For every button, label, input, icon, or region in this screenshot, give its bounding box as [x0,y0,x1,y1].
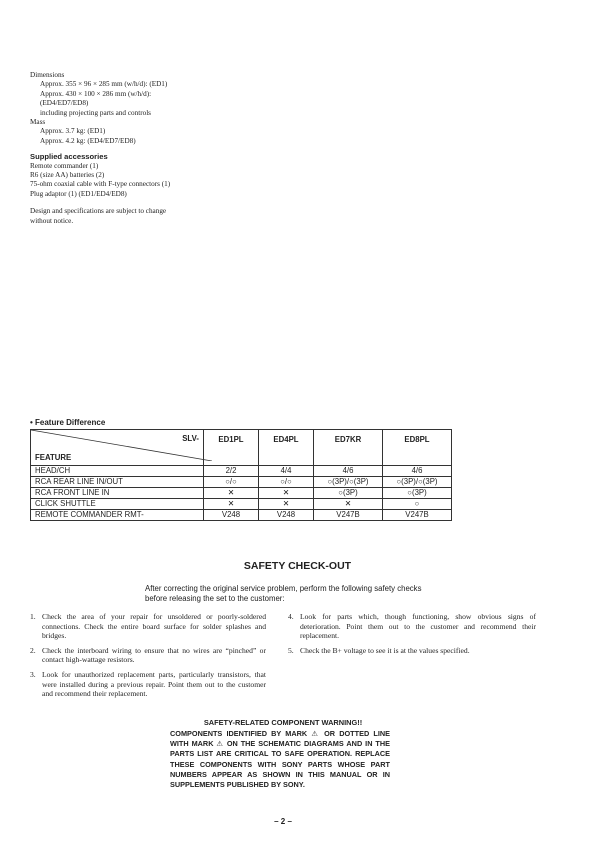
item-text: Check the area of your repair for unsoldered or poorly-soldered connections. Check the entire board surface for solder splashes and bridges. [42,612,266,641]
feature-value: 4/6 [314,466,383,477]
dimensions-line: Approx. 430 × 100 × 286 mm (w/h/d): [40,89,152,98]
feature-value: ○(3P)/○(3P) [383,477,452,488]
table-header-row [31,430,452,466]
slv-label: SLV- [182,434,199,443]
model-header: ED1PL [204,430,259,466]
feature-value: 2/2 [204,466,259,477]
list-item [30,670,266,699]
feature-value: ✕ [204,499,259,510]
item-text: Check the B+ voltage to see it is at the values specified. [300,645,470,655]
item-number: 4. [288,612,294,621]
warning-title: SAFETY-RELATED COMPONENT WARNING!! [203,718,363,727]
feature-value: ✕ [204,488,259,499]
table-row [31,510,452,521]
accessories-heading: Supplied accessories [30,152,108,162]
mass-line: Approx. 3.7 kg: (ED1) [40,127,106,136]
feature-value: V247B [314,510,383,521]
accessory-item: Remote commander (1) [30,161,99,170]
mass-label: Mass [30,118,46,127]
table-row [31,499,452,510]
feature-value: ✕ [314,499,383,510]
feature-name: CLICK SHUTTLE [31,499,204,510]
feature-value: ○(3P)/○(3P) [314,477,383,488]
feature-name: HEAD/CH [31,466,204,477]
feature-label: FEATURE [35,453,72,462]
item-number: 5. [288,645,294,655]
item-number: 1. [30,612,36,621]
notice-line: without notice. [30,216,74,225]
safety-list-left [30,612,266,704]
table-row [31,488,452,499]
feature-value: ○/○ [204,477,259,488]
list-item [288,646,536,656]
dimensions-label: Dimensions [30,71,65,79]
list-item [30,646,266,665]
dimensions-line: Approx. 355 × 96 × 285 mm (w/h/d): (ED1) [40,80,168,89]
list-item [30,612,266,641]
item-number: 3. [30,669,36,679]
warning-body: COMPONENTS IDENTIFIED BY MARK ⚠ OR DOTTED LINE WITH MARK ⚠ ON THE SCHEMATIC DIAGRAMS AND IN THE PARTS LIST ARE CRITICAL TO SAFE OPERATION. REPLACE THESE COMPONENTS WITH SONY PARTS WHOSE PART NUMBERS APPEAR AS SHOWN IN THIS MANUAL OR IN SUPPLEMENTS PUBLISHED BY SONY. [170,729,390,790]
specifications-block [30,71,260,226]
dimensions-line: (ED4/ED7/ED8) [40,99,89,108]
mass-line: Approx. 4.2 kg: (ED4/ED7/ED8) [40,136,136,145]
notice-line: Design and specifications are subject to change [30,207,167,216]
model-header: ED7KR [314,430,383,466]
feature-value: ✕ [259,499,314,510]
feature-value: ○(3P) [383,488,452,499]
feature-value: V247B [383,510,452,521]
feature-difference-table [30,429,452,521]
list-item [288,612,536,641]
feature-value: 4/4 [259,466,314,477]
safety-checkout-title: SAFETY CHECK-OUT [243,560,352,572]
page-number: – 2 – [274,817,292,826]
table-row [31,477,452,488]
feature-value: ○ [383,499,452,510]
feature-name: REMOTE COMMANDER RMT- [31,510,204,521]
model-header: ED8PL [383,430,452,466]
corner-header-cell [31,430,204,466]
safety-list-right [288,612,536,660]
dimensions-line: including projecting parts and controls [40,108,151,117]
feature-value: V248 [259,510,314,521]
feature-value: ○/○ [259,477,314,488]
accessory-item: 75-ohm coaxial cable with F-type connectors (1) [30,180,171,189]
item-text: Look for parts which, though functioning, show obvious signs of deterioration. Point them out to the customer and recommend their replacement. [300,612,536,641]
feature-value: V248 [204,510,259,521]
item-text: Look for unauthorized replacement parts, particularly transistors, that were installed during a previous repair. Point them out to the customer and recommend their replacement. [42,669,266,699]
feature-name: RCA REAR LINE IN/OUT [31,477,204,488]
table-row [31,466,452,477]
accessory-item: Plug adaptor (1) (ED1/ED4/ED8) [30,189,127,198]
safety-intro: After correcting the original service problem, perform the following safety checks before releasing the set to the customer: [145,584,422,603]
feature-name: RCA FRONT LINE IN [31,488,204,499]
accessory-item: R6 (size AA) batteries (2) [30,171,105,180]
feature-value: ✕ [259,488,314,499]
item-number: 2. [30,645,36,655]
feature-difference-title: • Feature Difference [30,418,106,427]
model-header: ED4PL [259,430,314,466]
item-text: Check the interboard wiring to ensure that no wires are “pinched” or contact high-wattage resistors. [42,645,266,665]
feature-value: ○(3P) [314,488,383,499]
feature-value: 4/6 [383,466,452,477]
